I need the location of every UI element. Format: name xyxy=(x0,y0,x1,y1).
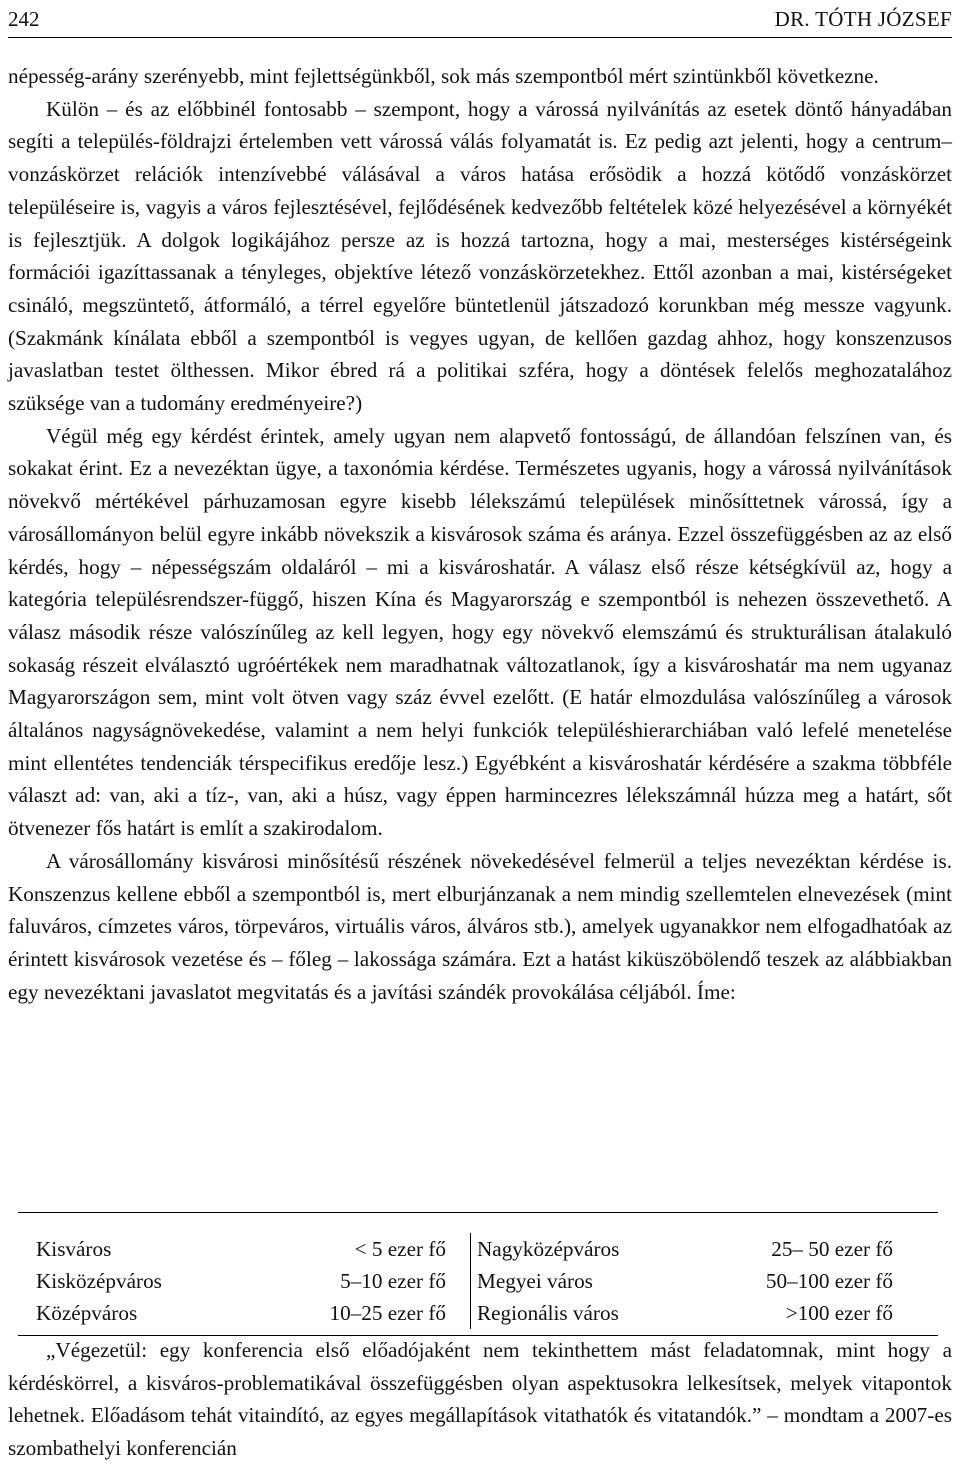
category-name: Regionális város xyxy=(471,1297,723,1329)
running-head-author: DR. TÓTH JÓZSEF xyxy=(774,7,952,31)
population-range: 50–100 ezer fő xyxy=(765,1269,893,1293)
paragraph-city-status: Külön – és az előbbinél fontosabb – szempont, hogy a várossá nyilvánítás az esetek döntő hányadában segíti a település-földrajzi értelemben vett várossá válás folyamatát is. Ez pedig azt jelenti, hogy a centrum–vonzáskörzet relációk intenzívebbé válásával a város hatása erősödik a hozzá kötődő vonzáskörzet településeire is, vagyis a város fejlesztésével, fejlődésének kedvezőbb feltételek közé helyezésével a környékét is fejlesztjük. A dolgok logikájához persze az is hozzá tartozna, hogy a mai, mesterséges kistérségeink formációi igazíttassanak a tényleges, objektíve létező vonzáskörzetekhez. Ettől azonban a mai, kistérségeket csináló, megszüntető, átformáló, a térrel egyelőre büntetlenül játszadozó korunkban még messze vagyunk. (Szakmánk kínálata ebből a szempontból is vegyes ugyan, de kellően gazdag ahhoz, hogy konszenzusos javaslatban testet ölthessen. Mikor ébred rá a politikai szféra, hogy a döntések felelős meghozatalához szüksége van a tudomány eredményeire?) xyxy=(8,96,952,416)
population-range: 5–10 ezer fő xyxy=(340,1269,446,1293)
closing-text xyxy=(8,1334,952,1465)
table-row xyxy=(18,1265,938,1297)
category-name: Kisváros xyxy=(36,1237,112,1261)
population-range: >100 ezer fő xyxy=(785,1301,893,1325)
table-row xyxy=(18,1297,938,1329)
table-top-rule xyxy=(18,1212,938,1213)
paragraph-continuation: népesség-arány szerényebb, mint fejlettségünkből, sok más szempontból mért szintünkből következne. xyxy=(8,64,879,88)
town-category-table xyxy=(18,1212,938,1336)
paragraph-closing-quote: „Végezetül: egy konferencia első előadójaként nem tekinthettem mást feladatomnak, mint hogy a kérdéskörrel, a kisváros-problematikával összefüggésben olyan aspektusokra lelkesítsek, melyek vitapontok lehetnek. Előadásom tehát vitaindító, az egyes megállapítások vitathatók és vitatandók.” – mondtam a 2007-es szombathelyi konferencián xyxy=(8,1338,952,1461)
category-table xyxy=(18,1233,938,1329)
paragraph-nomenclature: Végül még egy kérdést érintek, amely ugyan nem alapvető fontosságú, de állandóan felszínen van, és sokakat érint. Ez a nevezéktan ügye, a taxonómia kérdése. Természetes ugyanis, hogy a várossá nyilvánítások növekvő mértékével párhuzamosan egyre kisebb lélekszámú települések minősíttetnek várossá, így a városállományon belül egyre inkább növekszik a kisvárosok száma és aránya. Ezzel összefüggésben az az első kérdés, hogy – népességszám oldaláról – mi a kisvároshatár. A válasz első része kétségkívül az, hogy a kategória településrendszer-függő, hiszen Kína és Magyarország e szempontból is nehezen összevethető. A válasz második része valószínűleg az kell legyen, hogy egy növekvő elemszámú és strukturálisan átalakuló sokaság részeit elválasztó ugróértékek nem maradhatnak változatlanok, így a kisvároshatár ma nem ugyanaz Magyarországon sem, mint volt ötven vagy száz évvel ezelőtt. (E határ elmozdulása valószínűleg a városok általános nagyságnövekedése, valamint a nem helyi funkciók településhierarchiában való lefelé menetelése mint ellentétes tendenciák térspecifikus eredője lesz.) Egyébként a kisvároshatár kérdésére a szakma többféle választ ad: van, aki a tíz-, van, aki a húsz, vagy éppen harmincezres lélekszámnál húzza meg a határt, sőt ötvenezer fős határt is említ a szakirodalom. xyxy=(8,423,952,841)
page-number: 242 xyxy=(8,7,40,31)
category-name: Középváros xyxy=(36,1301,138,1325)
category-name: Nagyközépváros xyxy=(471,1233,723,1265)
paragraph-proposal: A városállomány kisvárosi minősítésű részének növekedésével felmerül a teljes nevezéktan kérdése is. Konszenzus kellene ebből a szempontból is, mert elburjánzanak a nem mindig szellemtelen elnevezések (mint faluváros, címzetes város, törpeváros, virtuális város, álváros stb.), amelyek ugyanakkor nem elfogadhatóak az érintett kisvárosok vezetése és – főleg – lakossága számára. Ezt a hatást kiküszöbölendő teszek az alábbiakban egy nevezéktani javaslatot megvitatás és a javítási szándék provokálása céljából. Íme: xyxy=(8,848,952,1004)
population-range: < 5 ezer fő xyxy=(354,1237,446,1261)
category-name: Megyei város xyxy=(471,1265,723,1297)
body-text xyxy=(8,60,952,1008)
table-row xyxy=(18,1233,938,1265)
category-name: Kisközépváros xyxy=(36,1269,162,1293)
population-range: 25– 50 ezer fő xyxy=(771,1237,893,1261)
header-rule xyxy=(8,37,952,38)
population-range: 10–25 ezer fő xyxy=(329,1301,446,1325)
running-header xyxy=(8,0,952,36)
